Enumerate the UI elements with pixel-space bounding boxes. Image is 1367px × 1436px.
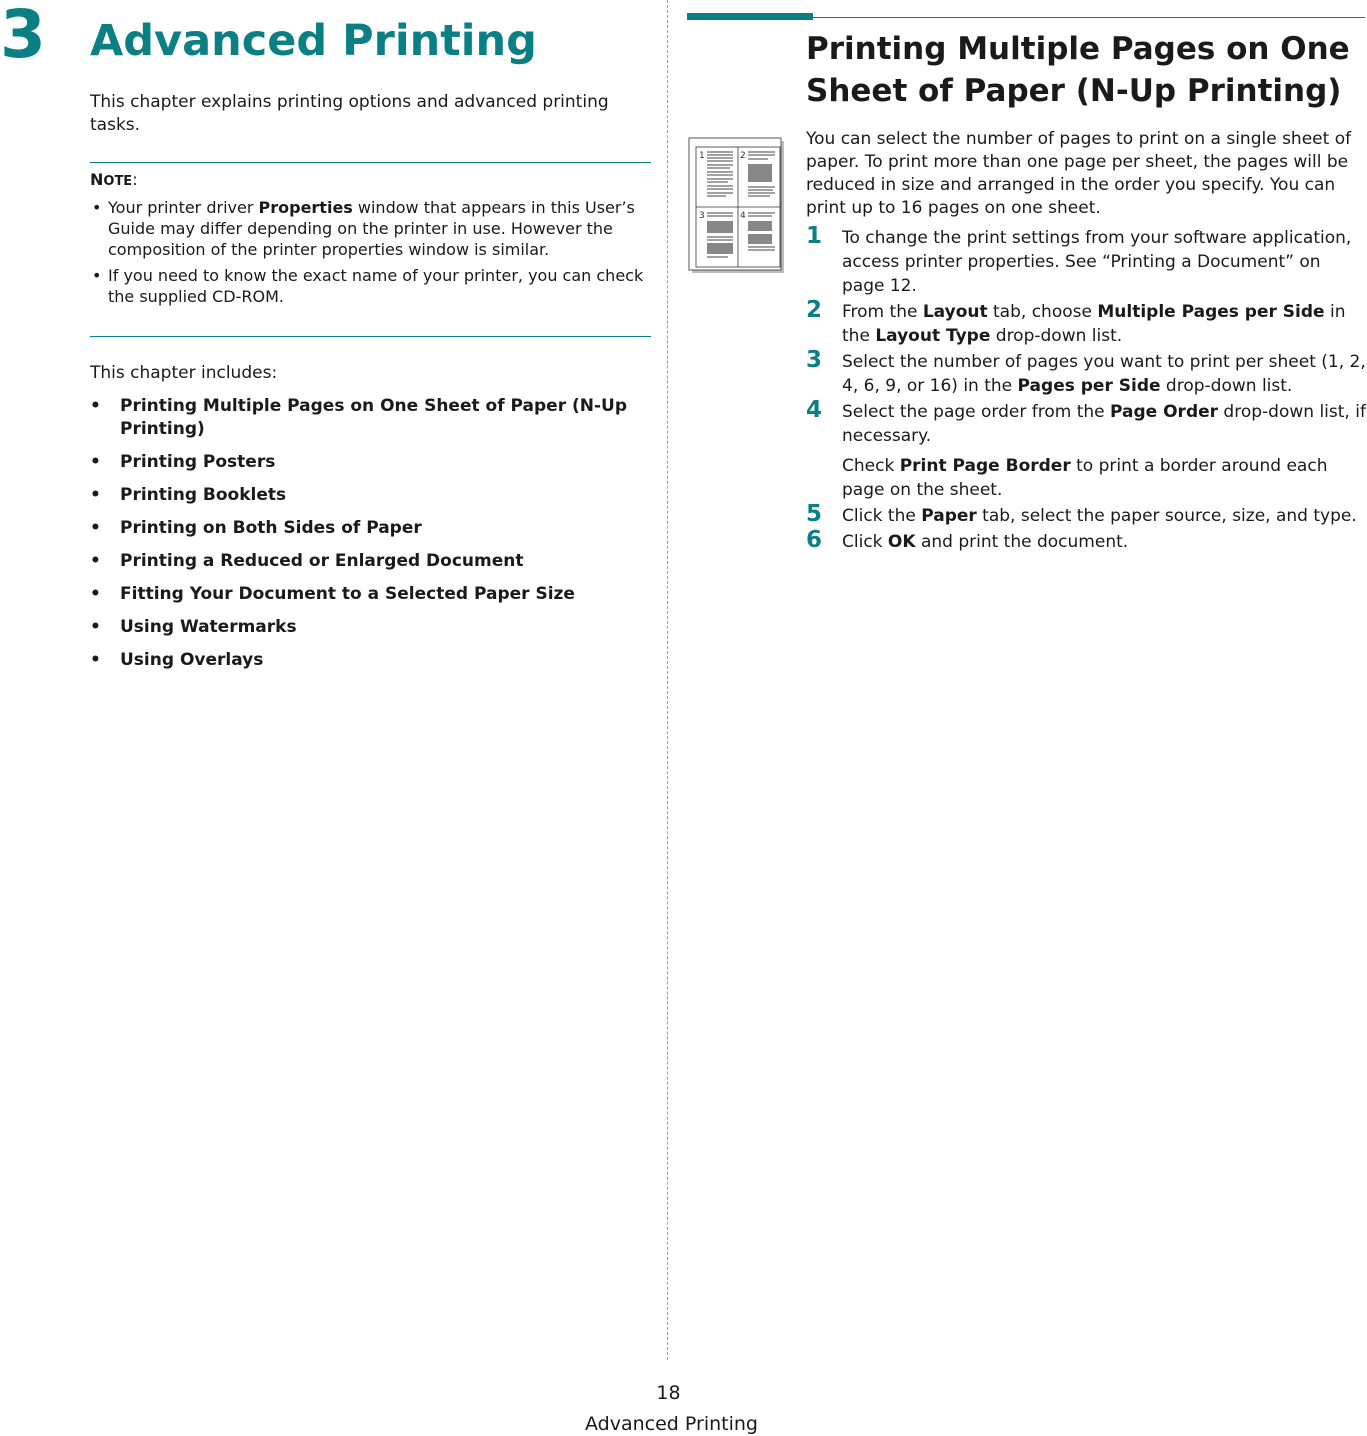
step-number: 2 [806, 297, 823, 323]
step-number: 4 [806, 397, 823, 423]
note-item: • Your printer driver Properties window that appears in this User’s Guide may differ depending on the printer in use. However the composition of the printer properties window is similar. [92, 198, 635, 259]
steps-list [806, 223, 1366, 556]
toc-link-n-up[interactable]: • Printing Multiple Pages on One Sheet of Paper (N-Up Printing) [90, 396, 628, 439]
note-box [90, 162, 651, 337]
step-item: 6 Click OK and print the document. [806, 527, 1129, 553]
step-item: 2 From the Layout tab, choose Multiple Pages per Side in the Layout Type drop-down list. [806, 297, 1346, 346]
section-rule-accent [687, 13, 813, 20]
toc-link-overlays[interactable]: • Using Overlays [90, 650, 264, 670]
toc-link-fitting[interactable]: • Fitting Your Document to a Selected Paper Size [90, 584, 575, 604]
step-number: 3 [806, 347, 823, 373]
chapter-number: 3 [0, 0, 46, 73]
section-title: Printing Multiple Pages on One Sheet of Paper (N-Up Printing) [806, 31, 1350, 109]
note-item: • If you need to know the exact name of your printer, you can check the supplied CD-ROM. [92, 266, 644, 306]
chapter-intro: This chapter explains printing options and advanced printing tasks. [90, 92, 609, 135]
step-item: 1 To change the print settings from your software application, access printer properties. See “Printing a Document” on page 12. [806, 223, 1352, 296]
toc-link-posters[interactable]: • Printing Posters [90, 452, 276, 472]
thumb-label-4: 4 [740, 211, 746, 221]
chapter-title: Advanced Printing [90, 16, 537, 66]
step-item: 5 Click the Paper tab, select the paper source, size, and type. [806, 501, 1357, 527]
n-up-illustration [688, 137, 786, 275]
toc-link-reduced-enlarged[interactable]: • Printing a Reduced or Enlarged Document [90, 551, 524, 571]
step-item: 4 Select the page order from the Page Order drop-down list, if necessary. Check Print Page Border to print a border around each page on the sheet. [806, 397, 1366, 500]
thumb-label-1: 1 [699, 151, 705, 161]
step-number: 1 [806, 223, 823, 249]
thumb-label-3: 3 [699, 211, 705, 221]
section-intro: You can select the number of pages to print on a single sheet of paper. To print more than one page per sheet, the pages will be reduced in size and arranged in the order you specify. You can print up to 16 pages on one sheet. [806, 129, 1352, 218]
toc-link-watermarks[interactable]: • Using Watermarks [90, 617, 297, 637]
note-label: NOTE: [90, 170, 138, 189]
thumb-label-2: 2 [740, 151, 746, 161]
note-list [90, 197, 651, 312]
column-divider [667, 0, 668, 1360]
chapter-contents-list [90, 395, 660, 682]
includes-label: This chapter includes: [90, 363, 278, 383]
toc-link-both-sides[interactable]: • Printing on Both Sides of Paper [90, 518, 422, 538]
toc-link-booklets[interactable]: • Printing Booklets [90, 485, 287, 505]
step-item: 3 Select the number of pages you want to print per sheet (1, 2, 4, 6, 9, or 16) in the Pages per Side drop-down list. [806, 347, 1366, 396]
step-number: 6 [806, 527, 823, 553]
page-number: 18 [656, 1382, 681, 1404]
step-number: 5 [806, 501, 823, 527]
footer-title: Advanced Printing [585, 1413, 758, 1435]
